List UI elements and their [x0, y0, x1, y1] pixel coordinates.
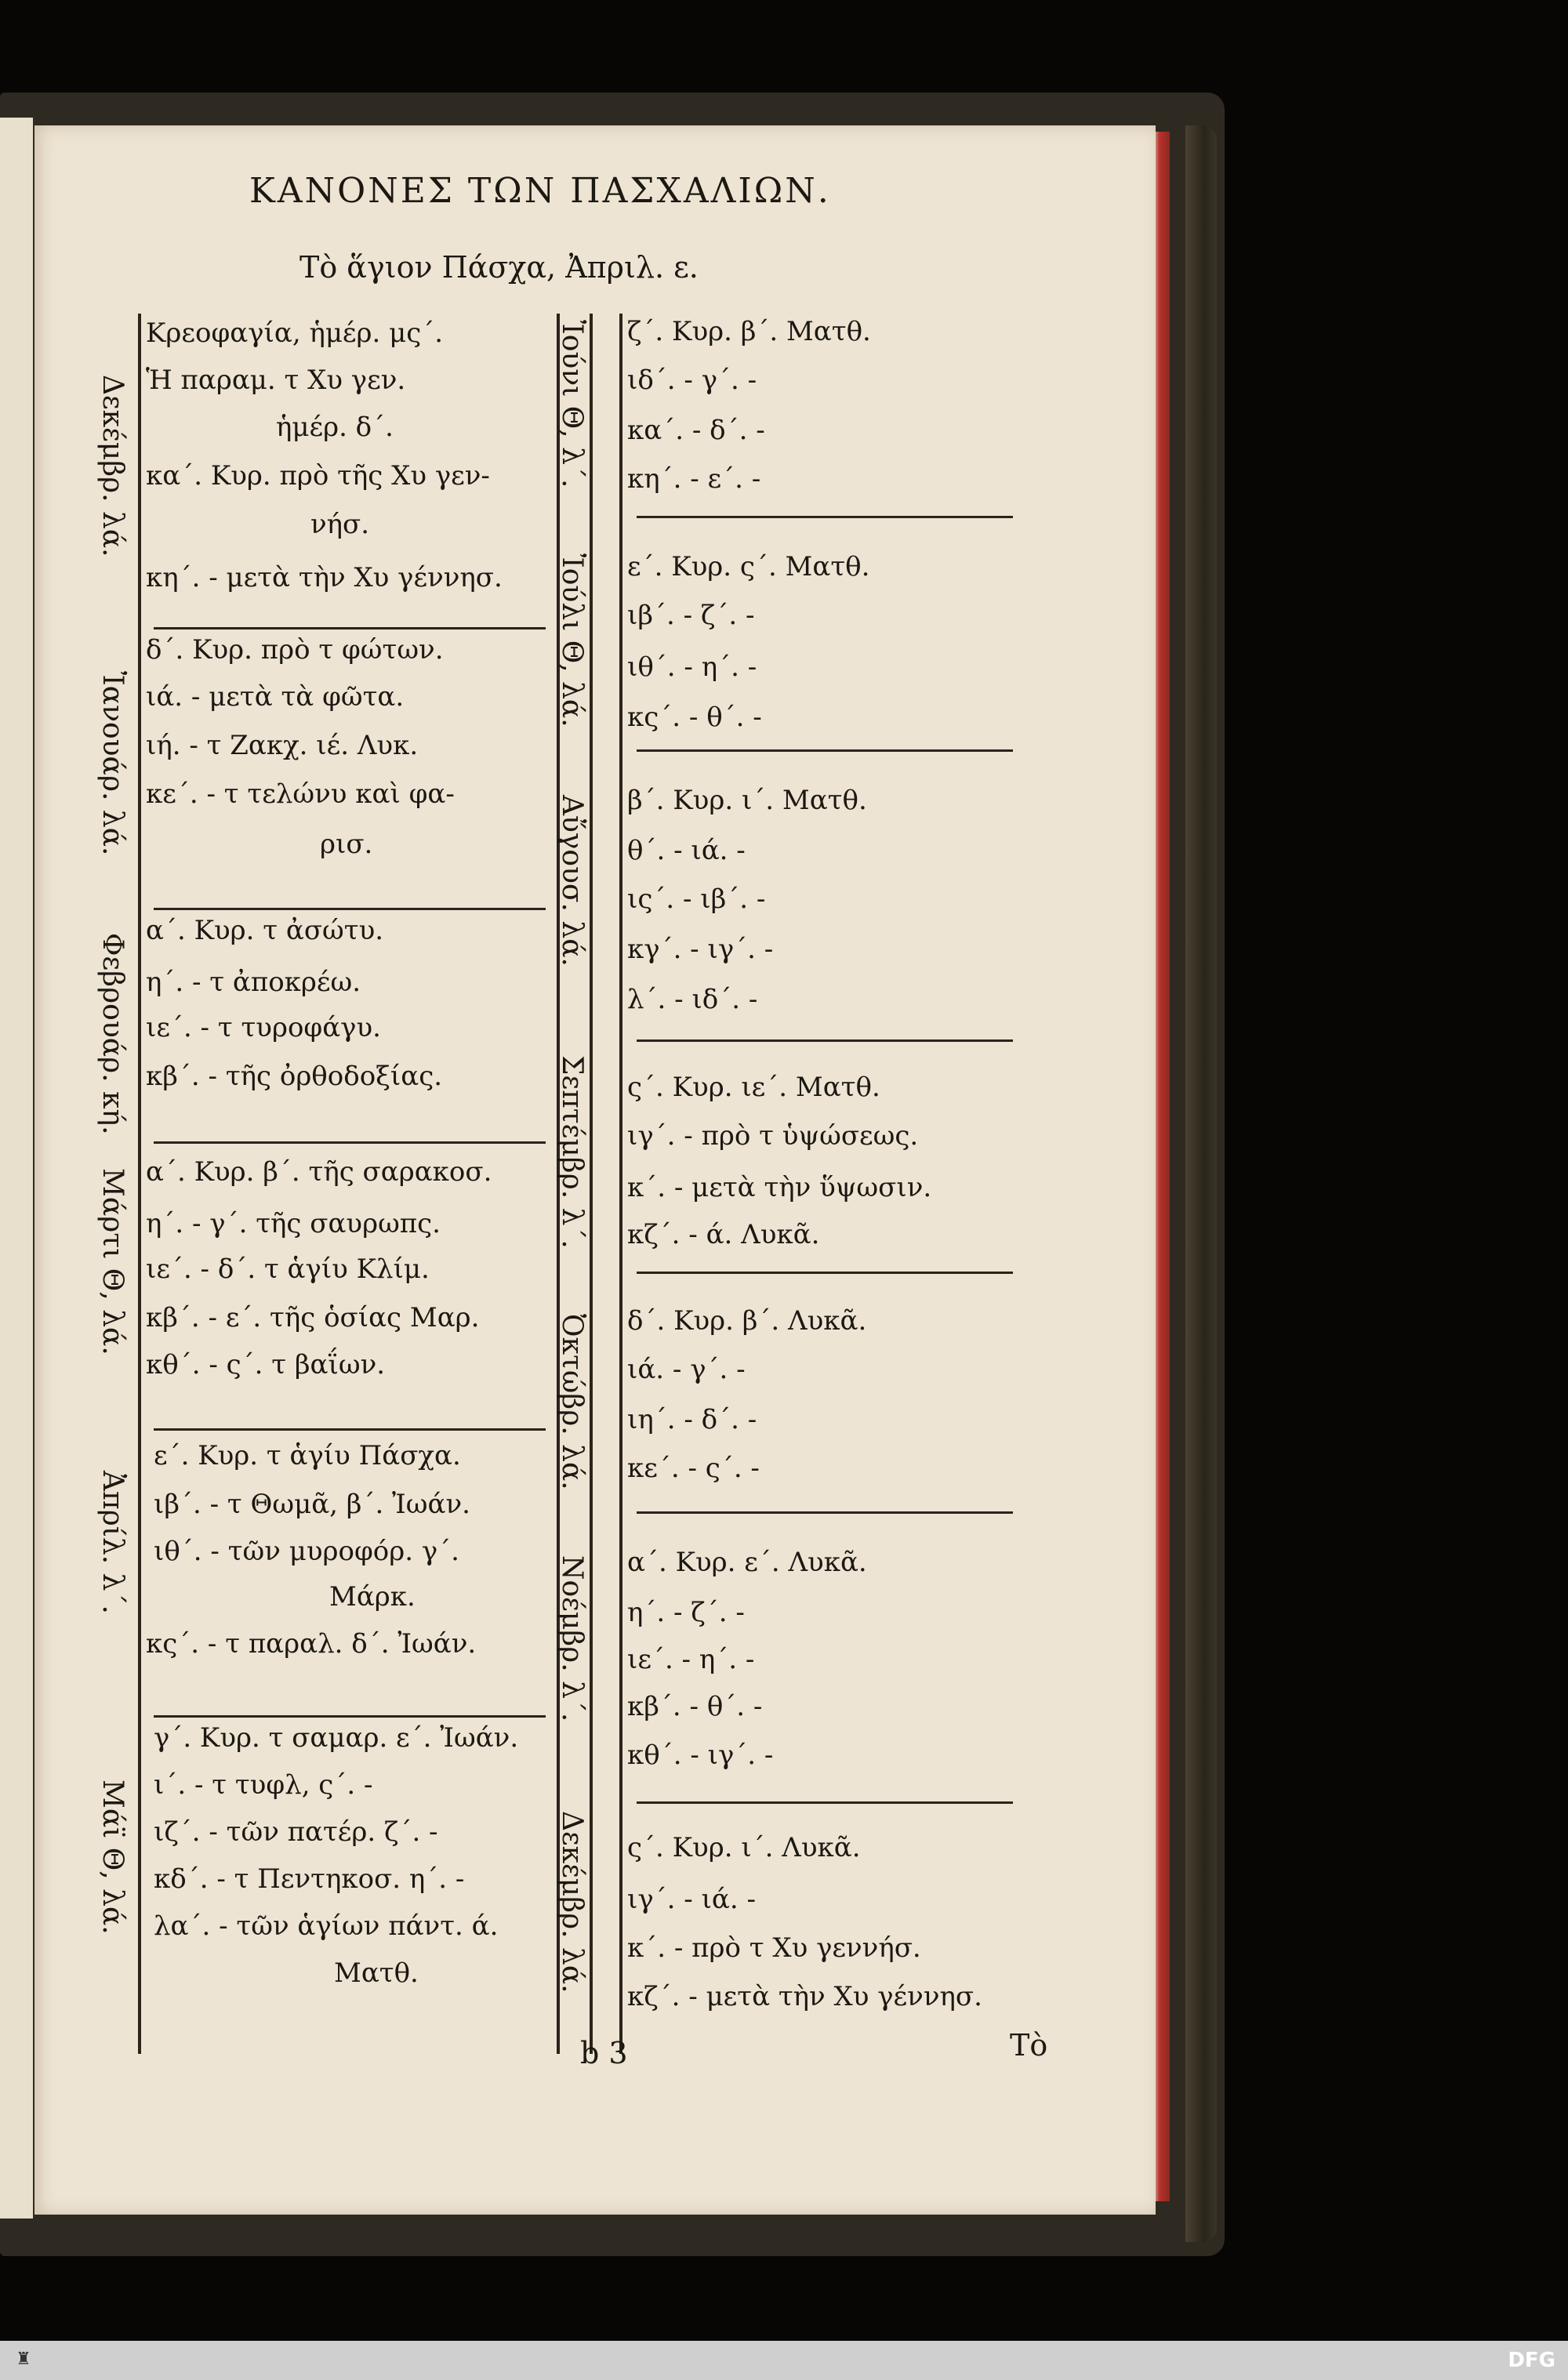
month-label: Αὔγουσ. λά. — [556, 795, 588, 967]
dfg-logo: DFG — [1508, 2349, 1555, 2372]
calendar-entry: ιζ΄. - τῶν πατέρ. ζ΄. - — [154, 1816, 438, 1848]
calendar-entry: ιβ΄. - τ Θωμᾶ, β΄. Ἰωάν. — [154, 1489, 470, 1520]
section-rule — [154, 1715, 546, 1718]
calendar-entry: ἡμέρ. δ΄. — [276, 412, 394, 443]
page-tab — [0, 1262, 19, 1267]
calendar-entry: ζ΄. Κυρ. β΄. Ματθ. — [627, 316, 871, 347]
calendar-entry: κε΄. - τ τελώνυ καὶ φα- — [146, 778, 455, 810]
page-tab — [0, 1795, 19, 1800]
month-label: Ἰούνι Θ, λ΄. — [556, 320, 588, 488]
calendar-entry: ιθ΄. - η΄. - — [627, 651, 757, 683]
month-label: Ἰούλι Θ, λά. — [556, 553, 588, 727]
calendar-entry: ιε΄. - δ΄. τ ἁγίυ Κλίμ. — [146, 1253, 430, 1285]
calendar-entry: α΄. Κυρ. τ ἀσώτυ. — [146, 915, 384, 946]
calendar-entry: κζ΄. - ά. Λυκᾶ. — [627, 1219, 820, 1250]
calendar-entry: λα΄. - τῶν ἁγίων πάντ. ά. — [154, 1910, 499, 1942]
calendar-entry: κ΄. - πρὸ τ Χυ γεννήσ. — [627, 1932, 921, 1964]
viewer-footer-bar — [0, 2341, 1568, 2380]
calendar-entry: κβ΄. - ε΄. τῆς ὁσίας Μαρ. — [146, 1302, 480, 1333]
section-rule — [154, 627, 546, 629]
calendar-entry: κ΄. - μετὰ τὴν ὕψωσιν. — [627, 1172, 932, 1203]
calendar-entry: ε΄. Κυρ. ς΄. Ματθ. — [627, 551, 870, 582]
calendar-entry: ιε΄. - η΄. - — [627, 1644, 755, 1675]
section-rule — [637, 1801, 1013, 1804]
calendar-entry: Κρεοφαγία, ἡμέρ. μς΄. — [146, 317, 444, 349]
calendar-entry: δ΄. Κυρ. β΄. Λυκᾶ. — [627, 1305, 867, 1337]
calendar-entry: κθ΄. - ς΄. τ βαΐων. — [146, 1349, 386, 1380]
calendar-entry: κα΄. - δ΄. - — [627, 415, 765, 446]
calendar-entry: Ἡ παραμ. τ Χυ γεν. — [146, 365, 406, 396]
month-label: Δεκέμβρ. λά. — [96, 375, 129, 557]
signature-mark: b 3 — [580, 2036, 628, 2070]
section-rule — [637, 1511, 1013, 1514]
month-label: Μάρτι Θ, λά. — [96, 1168, 129, 1355]
calendar-entry: γ΄. Κυρ. τ σαμαρ. ε΄. Ἰωάν. — [154, 1722, 519, 1754]
calendar-entry: ιγ΄. - πρὸ τ ὑψώσεως. — [627, 1120, 919, 1152]
page-tab — [0, 1544, 19, 1549]
month-label: Δεκέμβρ. λά. — [556, 1811, 588, 1994]
page-tab — [0, 525, 19, 530]
calendar-entry: ιε΄. - τ τυροφάγυ. — [146, 1012, 381, 1043]
calendar-entry: ιβ΄. - ζ΄. - — [627, 600, 755, 631]
calendar-entry: η΄. - ζ΄. - — [627, 1597, 745, 1628]
section-rule — [637, 749, 1013, 752]
calendar-entry: κς΄. - τ παραλ. δ΄. Ἰωάν. — [146, 1628, 477, 1660]
month-label: Σεπτέμβρ. λ΄. — [556, 1055, 588, 1249]
month-label: Φεβρουάρ. κή. — [96, 933, 129, 1135]
calendar-entry: κη΄. - ε΄. - — [627, 463, 761, 495]
calendar-entry: ιθ΄. - τῶν μυροφόρ. γ΄. — [154, 1536, 459, 1567]
calendar-entry: κδ΄. - τ Πεντηκοσ. η΄. - — [154, 1863, 465, 1895]
calendar-entry: ε΄. Κυρ. τ ἁγίυ Πάσχα. — [154, 1440, 461, 1471]
month-label: Ἰανουάρ. λά. — [96, 671, 129, 856]
section-rule — [154, 908, 546, 910]
calendar-entry: κη΄. - μετὰ τὴν Χυ γέννησ. — [146, 562, 503, 593]
calendar-entry: ιγ΄. - ιά. - — [627, 1884, 756, 1915]
catchword: Τὸ — [1010, 2028, 1048, 2063]
column-rule-middle — [590, 314, 593, 2054]
month-label: Νοέμβρ. λ΄. — [556, 1555, 588, 1722]
calendar-entry: ιά. - γ΄. - — [627, 1354, 746, 1385]
calendar-entry: ιά. - μετὰ τὰ φῶτα. — [146, 681, 405, 713]
calendar-entry: θ΄. - ιά. - — [627, 835, 746, 866]
page-title: ΚΑΝΟΝΕΣ ΤΩΝ ΠΑΣΧΑΛΙΩΝ. — [249, 171, 831, 211]
section-rule — [154, 1141, 546, 1144]
calendar-entry: ρισ. — [320, 829, 373, 860]
calendar-entry: ιή. - τ Ζακχ. ιέ. Λυκ. — [146, 730, 419, 761]
calendar-entry: κθ΄. - ιγ΄. - — [627, 1740, 774, 1771]
calendar-entry: η΄. - τ ἀποκρέω. — [146, 967, 361, 998]
calendar-entry: η΄. - γ΄. τῆς σαυρωπς. — [146, 1208, 441, 1239]
calendar-entry: β΄. Κυρ. ι΄. Ματθ. — [627, 785, 867, 816]
month-label: Ὀκτώβρ. λά. — [556, 1314, 588, 1490]
page-subtitle: Τὸ ἅγιον Πάσχα, Ἀπριλ. ε. — [299, 250, 699, 285]
page-tab — [0, 753, 19, 757]
calendar-entry: λ΄. - ιδ΄. - — [627, 984, 758, 1015]
column-rule-right — [619, 314, 622, 2054]
section-rule — [154, 1428, 546, 1431]
calendar-entry: ς΄. Κυρ. ι΄. Λυκᾶ. — [627, 1832, 861, 1863]
calendar-entry: ιη΄. - δ΄. - — [627, 1404, 757, 1435]
section-rule — [637, 1039, 1013, 1042]
month-label: Μάϊ Θ, λά. — [96, 1780, 129, 1935]
calendar-entry: ιδ΄. - γ΄. - — [627, 365, 757, 396]
calendar-entry: κε΄. - ς΄. - — [627, 1453, 760, 1484]
facing-page-edge — [0, 118, 33, 2219]
calendar-entry: κβ΄. - θ΄. - — [627, 1691, 763, 1722]
calendar-entry: ι΄. - τ τυφλ, ς΄. - — [154, 1769, 373, 1801]
calendar-entry: α΄. Κυρ. β΄. τῆς σαρακοσ. — [146, 1156, 492, 1188]
section-rule — [637, 516, 1013, 518]
calendar-entry: Ματθ. — [334, 1957, 419, 1989]
calendar-entry: νήσ. — [310, 509, 370, 540]
calendar-entry: α΄. Κυρ. ε΄. Λυκᾶ. — [627, 1547, 867, 1578]
library-logo-icon: ♜ — [16, 2349, 31, 2369]
calendar-entry: ς΄. Κυρ. ιε΄. Ματθ. — [627, 1072, 880, 1103]
calendar-entry: δ΄. Κυρ. πρὸ τ φώτων. — [146, 634, 444, 666]
book-spine — [1185, 125, 1217, 2242]
calendar-entry: κς΄. - θ΄. - — [627, 702, 762, 733]
section-rule — [637, 1272, 1013, 1274]
month-label: Ἀπρίλ. λ΄. — [96, 1471, 129, 1614]
calendar-entry: ις΄. - ιβ΄. - — [627, 883, 766, 915]
calendar-entry: κα΄. Κυρ. πρὸ τῆς Χυ γεν- — [146, 460, 490, 492]
calendar-entry: Μάρκ. — [329, 1581, 416, 1613]
column-rule-left — [138, 314, 141, 2054]
calendar-entry: κζ΄. - μετὰ τὴν Χυ γέννησ. — [627, 1981, 982, 2012]
calendar-entry: κβ΄. - τῆς ὀρθοδοξίας. — [146, 1061, 443, 1092]
calendar-entry: κγ΄. - ιγ΄. - — [627, 934, 774, 965]
